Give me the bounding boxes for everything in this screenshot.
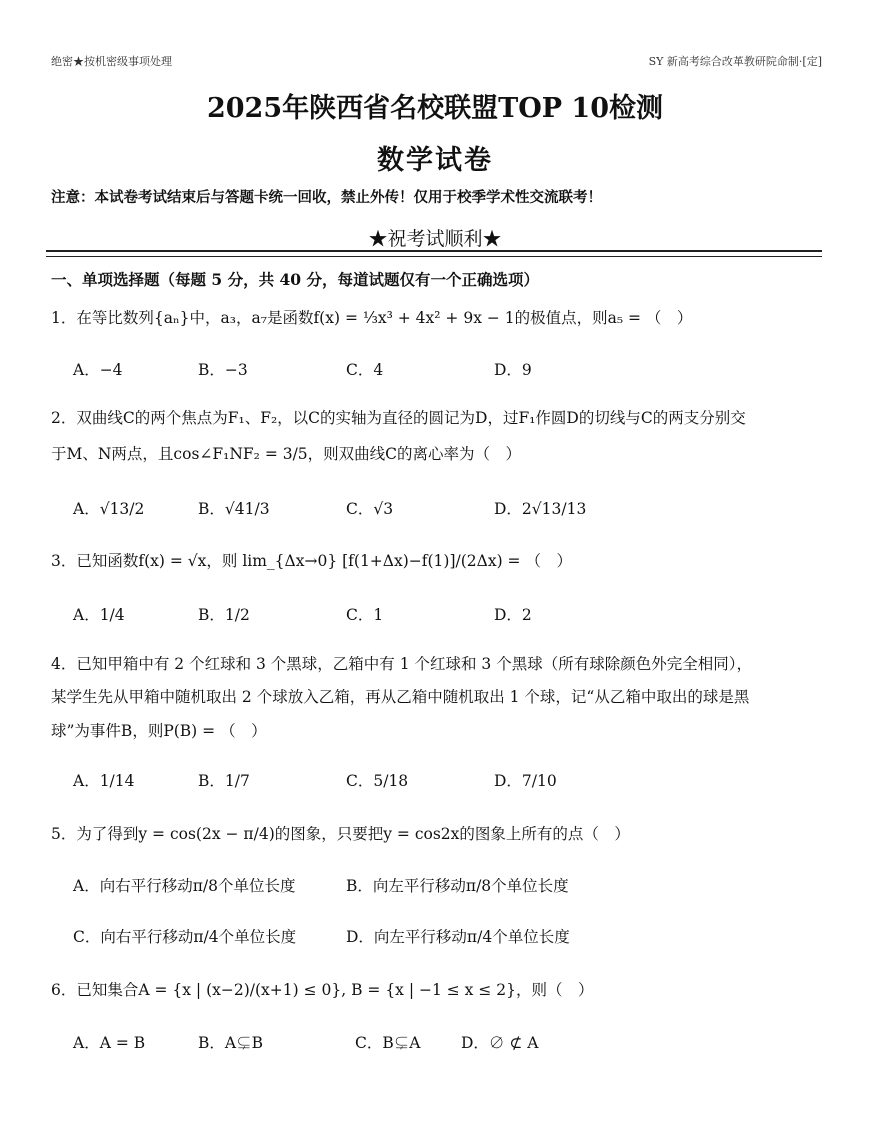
section-heading: 一、单项选择题（每题 5 分，共 40 分，每道试题仅有一个正确选项）	[51, 270, 539, 289]
q4-option-a: A．1/14	[73, 772, 135, 790]
q3-option-d: D．2	[494, 606, 532, 624]
q1-option-c: C．4	[346, 361, 384, 379]
divider-thick	[46, 250, 822, 252]
page-subtitle: 数学试卷	[377, 145, 493, 176]
q1-option-b: B．−3	[198, 361, 248, 379]
header-right: SY 新高考综合改革教研院命制·[定]	[648, 55, 822, 68]
wish-banner: ★祝考试顺利★	[368, 228, 502, 250]
q6-option-d: D．∅ ⊄ A	[461, 1034, 539, 1052]
q2-option-a: A．√13/2	[73, 500, 145, 518]
q2-option-c: C．√3	[346, 500, 394, 518]
q5-option-c: C．向右平行移动π/4个单位长度	[73, 928, 297, 946]
q6-option-c: C．B⊊A	[355, 1034, 421, 1052]
q3-option-b: B．1/2	[198, 606, 250, 624]
q5-option-d: D．向左平行移动π/4个单位长度	[346, 928, 570, 946]
q4-option-d: D．7/10	[494, 772, 557, 790]
page-title: 2025年陕西省名校联盟TOP 10检测	[206, 93, 664, 124]
q5-option-a: A．向右平行移动π/8个单位长度	[73, 877, 296, 895]
q6-option-a: A．A = B	[73, 1034, 146, 1052]
question-4-line-1: 4．已知甲箱中有 2 个红球和 3 个黑球，乙箱中有 1 个红球和 3 个黑球（所有球除颜色外完全相同），	[51, 655, 752, 673]
divider-thin	[46, 256, 822, 257]
q3-option-c: C．1	[346, 606, 384, 624]
q4-option-c: C．5/18	[346, 772, 409, 790]
q1-option-a: A．−4	[73, 361, 123, 379]
question-4-line-2: 某学生先从甲箱中随机取出 2 个球放入乙箱，再从乙箱中随机取出 1 个球，记“从乙箱中取出的球是黑	[51, 688, 750, 706]
question-4-line-3: 球”为事件B，则P(B) = （ ）	[51, 722, 267, 740]
question-5: 5．为了得到y = cos(2x − π/4)的图象，只要把y = cos2x的图象上所有的点（ ）	[51, 825, 630, 843]
q3-option-a: A．1/4	[73, 606, 125, 624]
question-2-line-1: 2．双曲线C的两个焦点为F₁、F₂，以C的实轴为直径的圆记为D，过F₁作圆D的切线与C的两支分别交	[51, 409, 746, 427]
question-3: 3．已知函数f(x) = √x，则 lim_{Δx→0} [f(1+Δx)−f(1)]/(2Δx) = （ ）	[51, 552, 572, 570]
question-2-line-2: 于M、N两点，且cos∠F₁NF₂ = 3/5，则双曲线C的离心率为（ ）	[51, 445, 522, 463]
q1-option-d: D．9	[494, 361, 532, 379]
q6-option-b: B．A⊊B	[198, 1034, 263, 1052]
q4-option-b: B．1/7	[198, 772, 250, 790]
question-6: 6．已知集合A = {x | (x−2)/(x+1) ≤ 0}, B = {x | −1 ≤ x ≤ 2}，则（ ）	[51, 981, 594, 999]
q5-option-b: B．向左平行移动π/8个单位长度	[346, 877, 569, 895]
header-left: 绝密★按机密级事项处理	[51, 55, 172, 68]
notice: 注意：本试卷考试结束后与答题卡统一回收，禁止外传！仅用于校季学术性交流联考！	[51, 189, 602, 206]
question-1: 1．在等比数列{aₙ}中，a₃，a₇是函数f(x) = ⅓x³ + 4x² + 9x − 1的极值点，则a₅ = （ ）	[51, 309, 693, 327]
q2-option-d: D．2√13/13	[494, 500, 587, 518]
q2-option-b: B．√41/3	[198, 500, 270, 518]
